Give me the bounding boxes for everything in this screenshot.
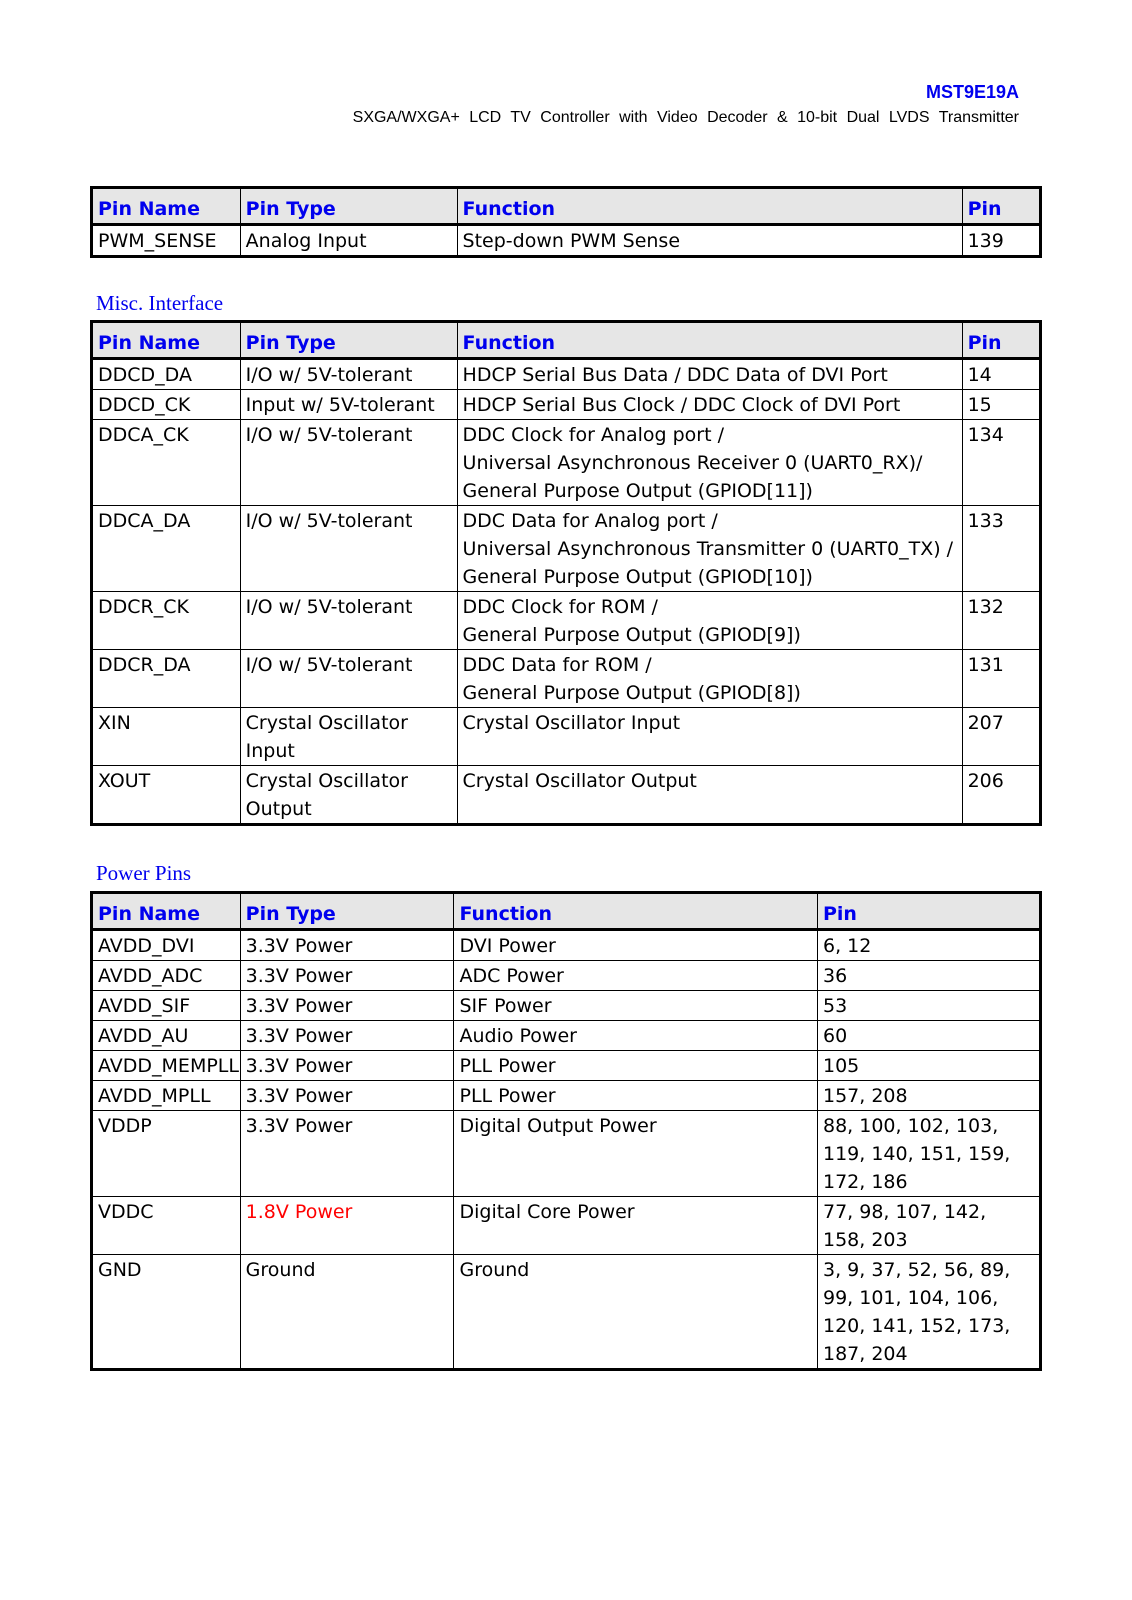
- cell-pin: 207: [962, 708, 1040, 766]
- table-row: [92, 708, 1041, 766]
- table-row: [92, 1051, 1041, 1081]
- cell-function: [457, 650, 962, 708]
- cell-pin-type: 3.3V Power: [240, 1021, 454, 1051]
- cell-pin-name: XOUT: [92, 766, 241, 825]
- cell-function: [457, 225, 962, 257]
- cell-pin: 105: [817, 1051, 1040, 1081]
- cell-function: ADC Power: [454, 961, 818, 991]
- table-row: [92, 420, 1041, 506]
- table-row: [92, 961, 1041, 991]
- cell-pin-type: I/O w/ 5V-tolerant: [240, 420, 457, 506]
- cell-pin-name: AVDD_MEMPLL: [92, 1051, 241, 1081]
- cell-function: SIF Power: [454, 991, 818, 1021]
- cell-pin-type: Crystal Oscillator Input: [240, 708, 457, 766]
- function-line: Universal Asynchronous Receiver 0 (UART0_RX)/: [462, 452, 923, 474]
- table-row: [92, 650, 1041, 708]
- cell-pin: 53: [817, 991, 1040, 1021]
- function-line: HDCP Serial Bus Clock / DDC Clock of DVI Port: [462, 394, 901, 416]
- function-line: General Purpose Output (GPIOD[10]): [462, 566, 813, 588]
- function-line: Crystal Oscillator Output: [462, 770, 697, 792]
- table-row: [92, 1255, 1041, 1370]
- cell-pin: 60: [817, 1021, 1040, 1051]
- cell-pin-name: AVDD_AU: [92, 1021, 241, 1051]
- cell-pin-name: AVDD_DVI: [92, 930, 241, 961]
- table-row: [92, 225, 1041, 257]
- cell-function: Audio Power: [454, 1021, 818, 1051]
- cell-pin-type: 3.3V Power: [240, 991, 454, 1021]
- cell-pin-name: GND: [92, 1255, 241, 1370]
- cell-pin-type: 3.3V Power: [240, 1081, 454, 1111]
- cell-pin: 157, 208: [817, 1081, 1040, 1111]
- cell-pin: 88, 100, 102, 103, 119, 140, 151, 159, 172, 186: [817, 1111, 1040, 1197]
- cell-function: Ground: [454, 1255, 818, 1370]
- cell-pin: 77, 98, 107, 142, 158, 203: [817, 1197, 1040, 1255]
- column-header-pin-name: Pin Name: [92, 322, 241, 359]
- cell-pin-name: DDCA_CK: [92, 420, 241, 506]
- cell-pin-type: Ground: [240, 1255, 454, 1370]
- cell-function: Digital Output Power: [454, 1111, 818, 1197]
- column-header-function: Function: [457, 322, 962, 359]
- cell-pin-name: DDCA_DA: [92, 506, 241, 592]
- function-line: Crystal Oscillator Input: [462, 712, 681, 734]
- table-row: [92, 930, 1041, 961]
- pwm-pin-table: [90, 186, 1042, 258]
- cell-function: [457, 359, 962, 390]
- column-header-pin: Pin: [962, 188, 1040, 225]
- table-header-row: [92, 322, 1041, 359]
- document-subtitle: SXGA/WXGA+ LCD TV Controller with Video Decoder & 10-bit Dual LVDS Transmitter: [352, 109, 1019, 126]
- function-line: DDC Data for Analog port /: [462, 510, 718, 532]
- cell-pin-name: AVDD_SIF: [92, 991, 241, 1021]
- column-header-pin: Pin: [962, 322, 1040, 359]
- table-row: [92, 359, 1041, 390]
- cell-function: PLL Power: [454, 1051, 818, 1081]
- table-header-row: [92, 188, 1041, 225]
- cell-pin-name: DDCR_DA: [92, 650, 241, 708]
- cell-pin: 132: [962, 592, 1040, 650]
- power-pins-table: [90, 891, 1042, 1371]
- document-code: MST9E19A: [925, 82, 1019, 102]
- cell-pin: 139: [962, 225, 1040, 257]
- function-line: General Purpose Output (GPIOD[9]): [462, 624, 801, 646]
- cell-pin-type: 3.3V Power: [240, 1051, 454, 1081]
- cell-pin: 134: [962, 420, 1040, 506]
- cell-pin-type: 3.3V Power: [240, 961, 454, 991]
- cell-function: [457, 766, 962, 825]
- column-header-function: Function: [454, 893, 818, 930]
- misc-interface-title: Misc. Interface: [96, 291, 224, 315]
- column-header-pin-type: Pin Type: [240, 322, 457, 359]
- cell-function: [457, 506, 962, 592]
- column-header-pin-type: Pin Type: [240, 188, 457, 225]
- column-header-pin-name: Pin Name: [92, 188, 241, 225]
- cell-function: Digital Core Power: [454, 1197, 818, 1255]
- cell-pin-type: I/O w/ 5V-tolerant: [240, 506, 457, 592]
- cell-pin-type: I/O w/ 5V-tolerant: [240, 359, 457, 390]
- cell-pin-type: Crystal Oscillator Output: [240, 766, 457, 825]
- cell-pin-name: DDCD_DA: [92, 359, 241, 390]
- cell-pin-name: VDDC: [92, 1197, 241, 1255]
- cell-pin-name: PWM_SENSE: [92, 225, 241, 257]
- cell-pin: 133: [962, 506, 1040, 592]
- cell-function: PLL Power: [454, 1081, 818, 1111]
- table-row: [92, 1081, 1041, 1111]
- cell-pin-type: I/O w/ 5V-tolerant: [240, 650, 457, 708]
- function-line: Universal Asynchronous Transmitter 0 (UART0_TX) /: [462, 538, 954, 560]
- table-header-row: [92, 893, 1041, 930]
- cell-function: [457, 708, 962, 766]
- table-row: [92, 1111, 1041, 1197]
- table-row: [92, 1021, 1041, 1051]
- cell-pin-type: Input w/ 5V-tolerant: [240, 390, 457, 420]
- cell-pin: 15: [962, 390, 1040, 420]
- cell-function: [457, 592, 962, 650]
- cell-function: [457, 420, 962, 506]
- page-header: [353, 80, 1019, 129]
- cell-pin: 6, 12: [817, 930, 1040, 961]
- cell-pin-type: 3.3V Power: [240, 930, 454, 961]
- cell-pin: 131: [962, 650, 1040, 708]
- cell-pin-name: AVDD_ADC: [92, 961, 241, 991]
- power-pins-title: Power Pins: [96, 861, 192, 885]
- column-header-pin: Pin: [817, 893, 1040, 930]
- cell-pin: 206: [962, 766, 1040, 825]
- function-line: General Purpose Output (GPIOD[11]): [462, 480, 813, 502]
- cell-pin-name: XIN: [92, 708, 241, 766]
- function-line: HDCP Serial Bus Data / DDC Data of DVI Port: [462, 364, 888, 386]
- cell-pin-type: I/O w/ 5V-tolerant: [240, 592, 457, 650]
- table-row: [92, 506, 1041, 592]
- cell-pin-name: AVDD_MPLL: [92, 1081, 241, 1111]
- cell-pin: 36: [817, 961, 1040, 991]
- cell-function: DVI Power: [454, 930, 818, 961]
- table-row: [92, 991, 1041, 1021]
- function-line: Step-down PWM Sense: [462, 230, 681, 252]
- cell-pin: 14: [962, 359, 1040, 390]
- table-row: [92, 390, 1041, 420]
- misc-interface-table: [90, 320, 1042, 826]
- table-row: [92, 1197, 1041, 1255]
- cell-pin: 3, 9, 37, 52, 56, 89, 99, 101, 104, 106, 120, 141, 152, 173, 187, 204: [817, 1255, 1040, 1370]
- cell-pin-name: VDDP: [92, 1111, 241, 1197]
- cell-pin-name: DDCR_CK: [92, 592, 241, 650]
- cell-function: [457, 390, 962, 420]
- column-header-pin-name: Pin Name: [92, 893, 241, 930]
- column-header-pin-type: Pin Type: [240, 893, 454, 930]
- table-row: [92, 766, 1041, 825]
- function-line: DDC Clock for Analog port /: [462, 424, 724, 446]
- cell-pin-type: Analog Input: [240, 225, 457, 257]
- cell-pin-type: 1.8V Power: [240, 1197, 454, 1255]
- column-header-function: Function: [457, 188, 962, 225]
- function-line: DDC Clock for ROM /: [462, 596, 658, 618]
- function-line: DDC Data for ROM /: [462, 654, 652, 676]
- function-line: General Purpose Output (GPIOD[8]): [462, 682, 801, 704]
- table-row: [92, 592, 1041, 650]
- cell-pin-type: 3.3V Power: [240, 1111, 454, 1197]
- cell-pin-name: DDCD_CK: [92, 390, 241, 420]
